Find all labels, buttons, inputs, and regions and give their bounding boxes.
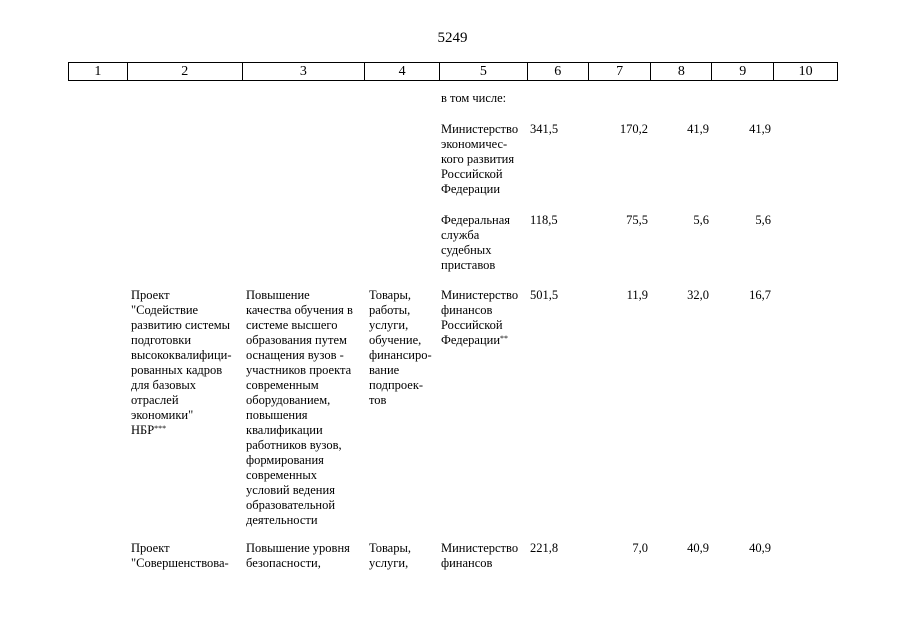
- column-header-6: 6: [528, 63, 589, 80]
- value-col8: 32,0: [687, 288, 709, 302]
- value-col9: 16,7: [749, 288, 771, 302]
- column-header-3: 3: [243, 63, 366, 80]
- recipient-cell: Министерство финансов: [441, 541, 519, 570]
- value-col9: 5,6: [755, 213, 771, 227]
- value-col7: 11,9: [626, 288, 648, 302]
- value-col9: 40,9: [749, 541, 771, 555]
- recipient-cell: [441, 288, 518, 348]
- column-header-9: 9: [712, 63, 774, 80]
- recipient-cell: Министерство экономичес- кого развития Российской Федерации: [441, 122, 519, 196]
- page-number: 5249: [437, 30, 468, 46]
- project-name-text: Проект "Содействие развитию системы подготовки высококвалифици- рованных кадров для базовых отраслей экономики" НБР: [131, 288, 232, 437]
- value-col6: 341,5: [530, 122, 559, 136]
- value-col6: 221,8: [530, 541, 559, 555]
- table-header-row: [68, 62, 838, 81]
- project-goal-cell: Повышение качества обучения в системе высшего образования путем оснащения вузов - участников проекта современным оборудованием, повышения квалификации работников вузов, формирования современных условий ведения образовательной деятельности: [246, 288, 353, 527]
- column-header-5: 5: [440, 63, 528, 80]
- footnote-mark: ***: [154, 424, 167, 433]
- project-goal-cell: Повышение уровня безопасности,: [246, 541, 350, 570]
- project-spending-cell: Товары, работы, услуги, обучение, финансиро- вание подпроек- тов: [369, 288, 432, 407]
- recipient-cell: Федеральная служба судебных приставов: [441, 213, 511, 272]
- project-spending-cell: Товары, услуги,: [369, 541, 412, 570]
- value-col6: 501,5: [530, 288, 559, 302]
- column-header-10: 10: [798, 64, 813, 79]
- project-name-cell: Проект "Совершенствова-: [131, 541, 229, 570]
- value-col7: 7,0: [632, 541, 648, 555]
- value-col7: 75,5: [626, 213, 648, 227]
- value-col7: 170,2: [619, 122, 648, 136]
- value-col8: 5,6: [693, 213, 709, 227]
- footnote-mark: **: [500, 334, 509, 343]
- value-col9: 41,9: [749, 122, 771, 136]
- column-header-4: 4: [365, 63, 440, 80]
- project-name-cell: [131, 288, 232, 438]
- column-header-8: 8: [651, 63, 712, 80]
- value-col6: 118,5: [530, 213, 558, 227]
- table-row-label: в том числе:: [441, 91, 507, 105]
- value-col8: 40,9: [687, 541, 709, 555]
- column-header-7: 7: [589, 63, 652, 80]
- column-header-2: 2: [128, 63, 243, 80]
- value-col8: 41,9: [687, 122, 709, 136]
- column-header-1: 1: [69, 63, 128, 80]
- recipient-text: Министерство финансов Российской Федерации: [441, 288, 519, 347]
